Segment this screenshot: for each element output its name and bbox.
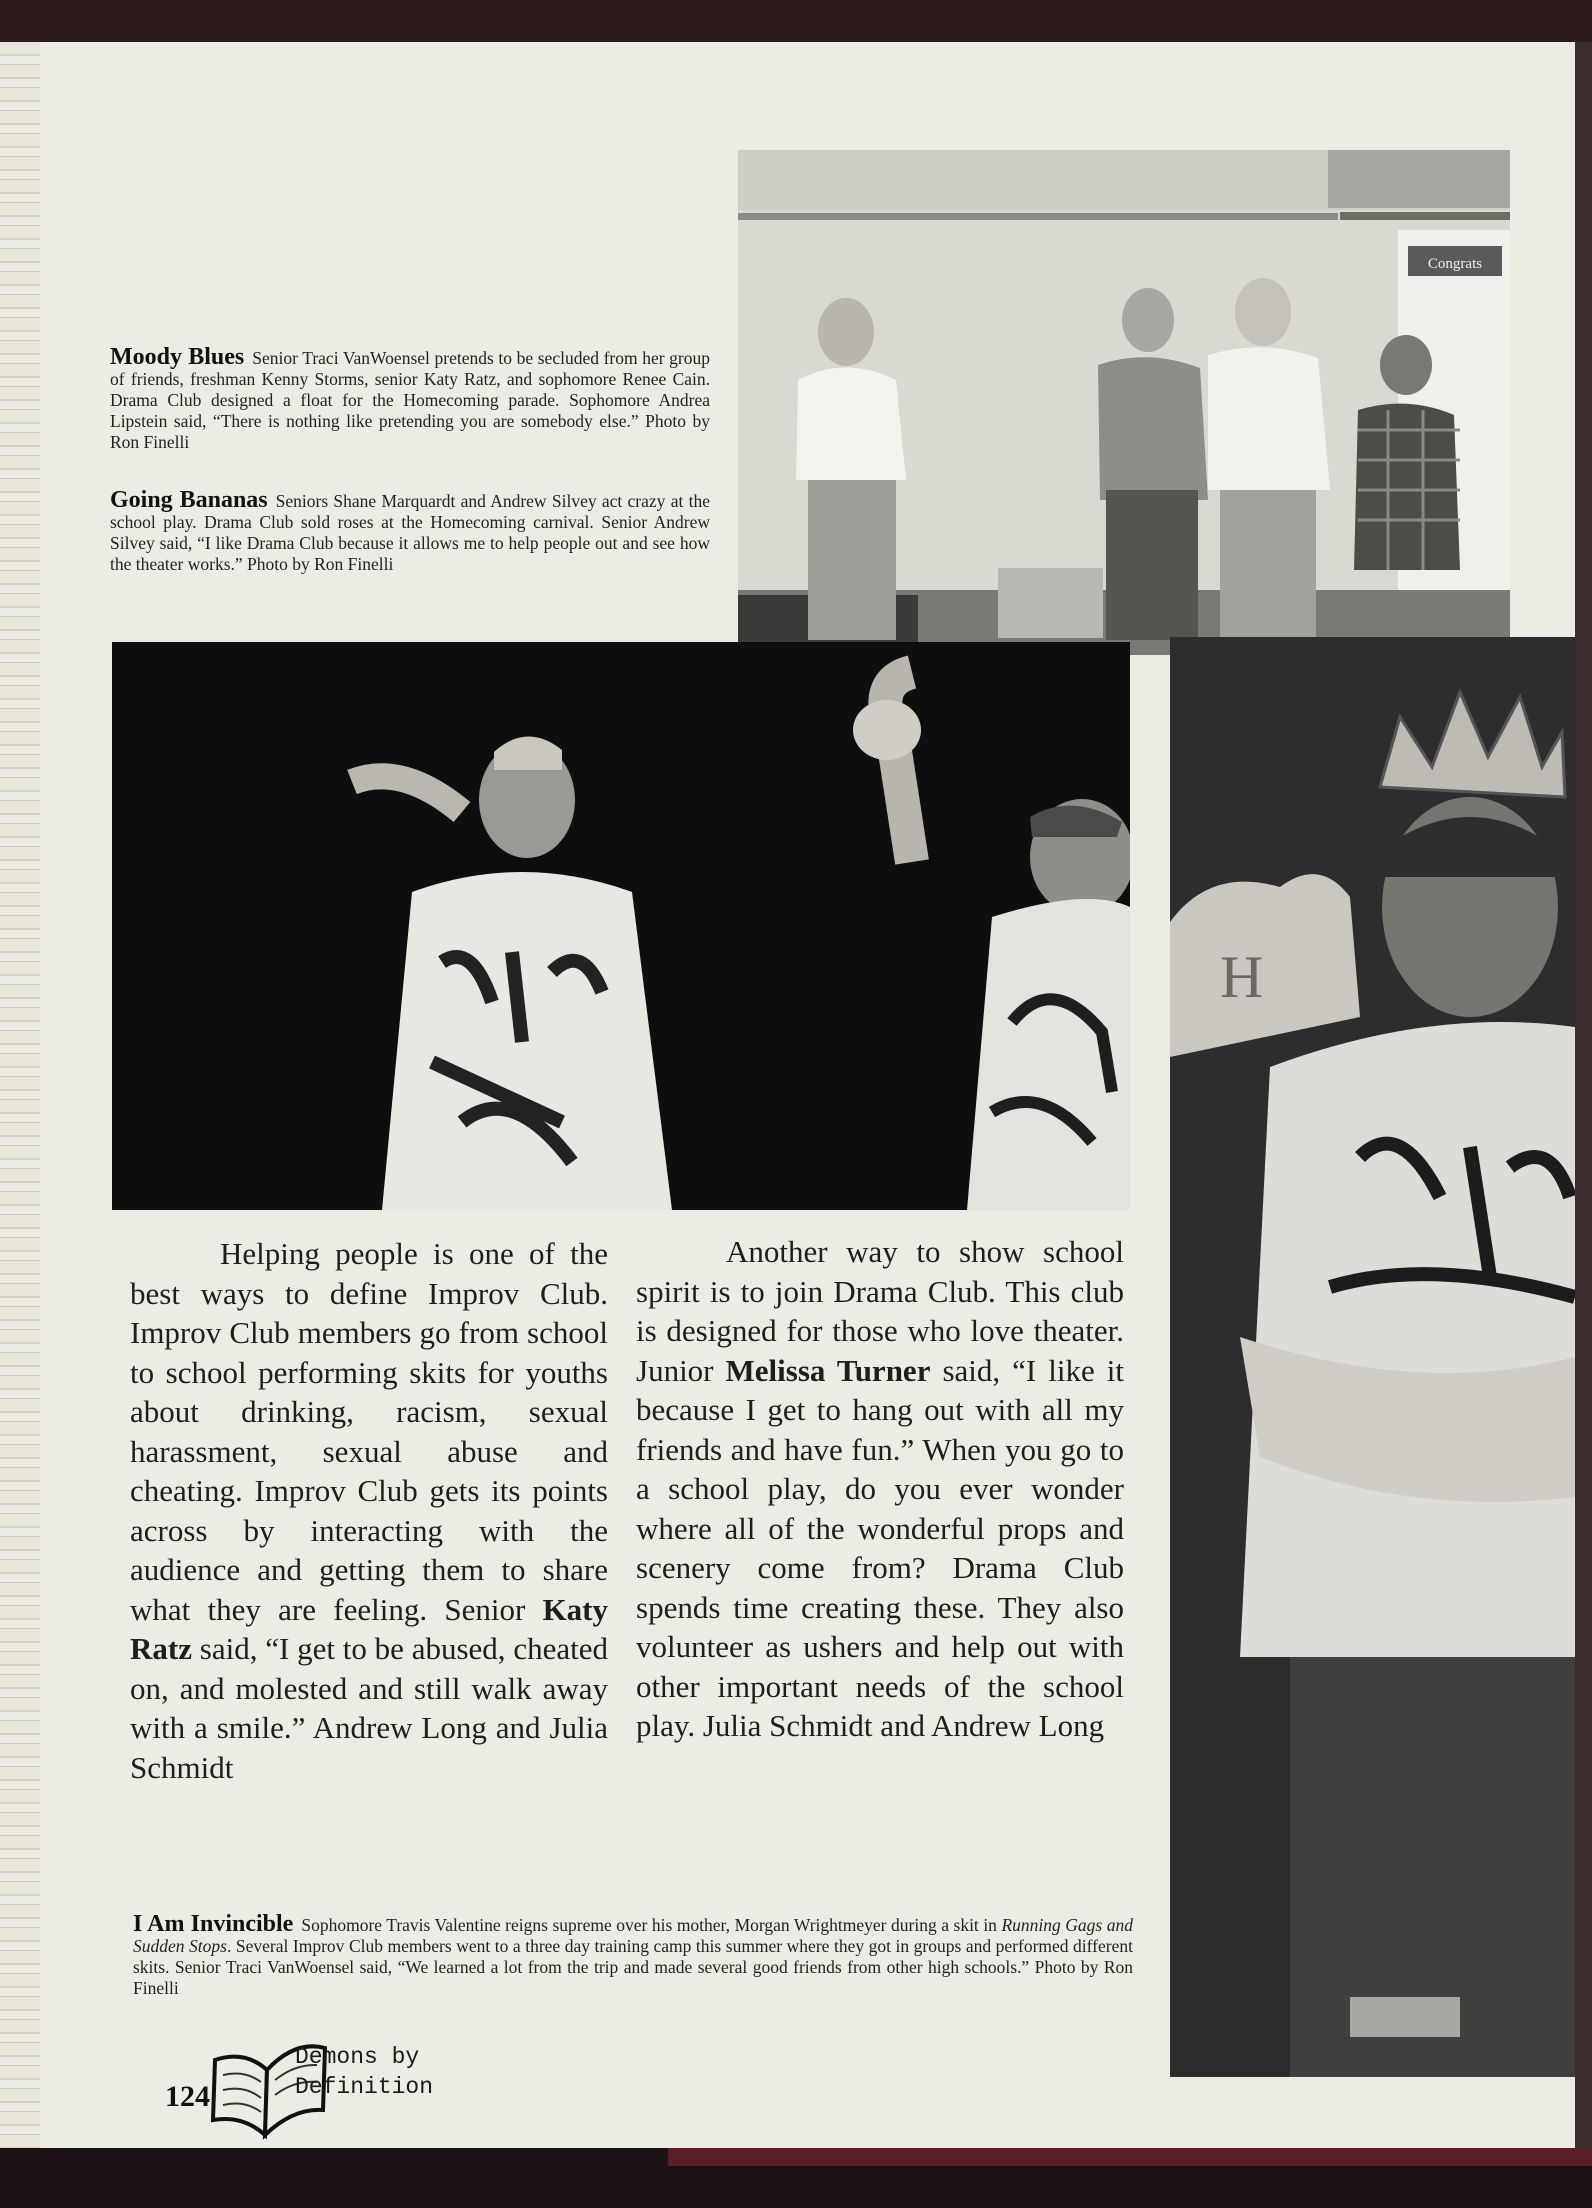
caption-invincible-text-b: . Several Improv Club members went to a three day training camp this summer where they got in groups and performed different skits. Senior Traci VanWoensel said, “We learned a lot from the trip and made several good friends from other high schools.” Photo by Ron Finelli — [133, 1936, 1133, 1998]
caption-moody-blues-head: Moody Blues — [110, 344, 245, 370]
adjacent-page-edge — [0, 42, 42, 2152]
article-drama-text-2: said, “I like it because I get to hang out with all my friends and have fun.” When you go to a school play, do you ever wonder where all of the wonderful props and scenery come from? Drama Club spends time creating these. They also volunteer as ushers and help out with other important needs of the school play. Julia Schmidt and Andrew Long — [636, 1352, 1125, 1743]
caption-moody-blues — [110, 344, 711, 453]
section-logo-text — [295, 2042, 433, 2102]
article-drama-name: Melissa Turner — [725, 1352, 931, 1388]
caption-invincible — [133, 1911, 1134, 1999]
top-band — [0, 0, 1592, 42]
article-drama-text-1: Another way to show school spirit is to join Drama Club. This club is designed for those who love theater. Junior — [636, 1234, 1124, 1388]
section-logo-line-2: Definition — [295, 2074, 434, 2100]
caption-going-bananas-text: Seniors Shane Marquardt and Andrew Silvey act crazy at the school play. Drama Club sold roses at the Homecoming carnival. Senior Andrew Silvey said, “I like Drama Club because it allows me to help people out and see how the theater works.” Photo by Ron Finelli — [110, 491, 710, 574]
caption-going-bananas — [110, 487, 710, 575]
caption-going-bananas-head: Going Bananas — [110, 487, 268, 513]
caption-moody-blues-text: Senior Traci VanWoensel pretends to be secluded from her group of friends, freshman Kenny Storms, senior Katy Ratz, and sophomore Renee Cain. Drama Club designed a float for the Homecoming parade. Sophomore Andrea Lipstein said, “There is nothing like pretending you are somebody else.” Photo by Ron Finelli — [110, 348, 711, 452]
caption-invincible-head: I Am Invincible — [133, 1911, 294, 1937]
photo-moody-blues — [738, 150, 1510, 655]
bottom-band — [0, 2148, 1592, 2208]
svg-text:H: H — [1220, 944, 1264, 1010]
bottom-maroon-strip — [668, 2148, 1592, 2166]
caption-invincible-text-a: Sophomore Travis Valentine reigns supreme over his mother, Morgan Wrightmeyer during a skit in — [301, 1915, 1002, 1935]
article-improv-text-2: said, “I get to be abused, cheated on, and molested and still walk away with a smile.” Andrew Long and Julia Schmidt — [130, 1631, 608, 1785]
right-page-edge — [1575, 42, 1592, 2152]
photo-i-am-invincible — [1170, 637, 1575, 2077]
yearbook-page — [40, 42, 1575, 2148]
photo-going-bananas — [112, 642, 1130, 1210]
article-improv-name: Katy Ratz — [130, 1591, 608, 1666]
article-drama-club — [636, 1232, 1124, 1746]
page-number: 124 — [165, 2080, 210, 2113]
article-improv-club — [130, 1234, 608, 1787]
caption-invincible-play-title: Running Gags and Sudden Stops — [133, 1915, 1134, 1956]
section-logo-line-1: Demons by — [295, 2044, 420, 2070]
article-improv-text-1: Helping people is one of the best ways to define Improv Club. Improv Club members go from school to school performing skits for youths about drinking, racism, sexual harassment, sexual abuse and cheating. Improv Club gets its points across by interacting with the audience and getting them to share what they are feeling. Senior — [130, 1236, 608, 1627]
congrats-sign-text: Congrats — [1427, 256, 1483, 272]
